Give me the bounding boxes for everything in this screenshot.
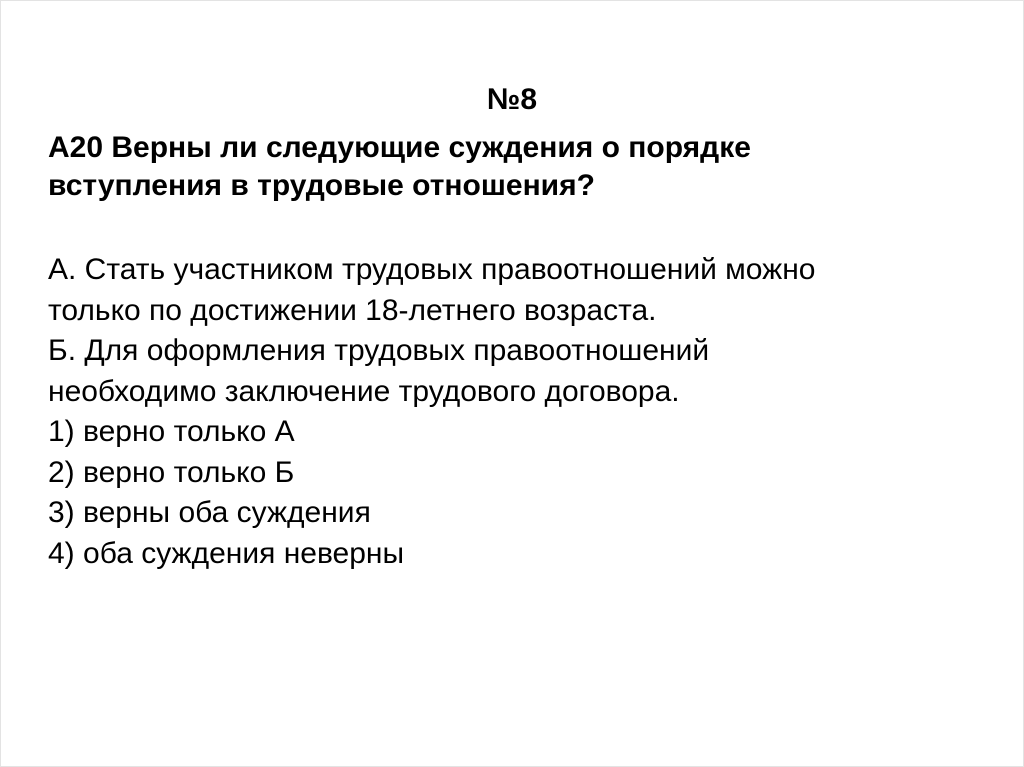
answer-option-4: 4) оба суждения неверны: [48, 536, 405, 570]
question: [48, 129, 988, 205]
answer-option-3: 3) верны оба суждения: [48, 496, 371, 529]
answer-option-2: 2) верно только Б: [48, 455, 295, 489]
question-line-2: вступления в трудовые отношения?: [48, 169, 595, 202]
answer-option-1: 1) верно только А: [48, 415, 295, 448]
question-body: [48, 250, 988, 574]
statement-a-line-2: только по достижении 18-летнего возраста.: [48, 293, 657, 327]
slide-number: №8: [486, 83, 538, 116]
statement-b-line-1: Б. Для оформления трудовых правоотношений: [48, 334, 710, 367]
statement-b-line-2: необходимо заключение трудового договора.: [48, 374, 680, 408]
question-line-1: А20 Верны ли следующие суждения о порядке: [48, 131, 751, 164]
statement-a-line-1: А. Стать участником трудовых правоотношений можно: [48, 253, 816, 286]
